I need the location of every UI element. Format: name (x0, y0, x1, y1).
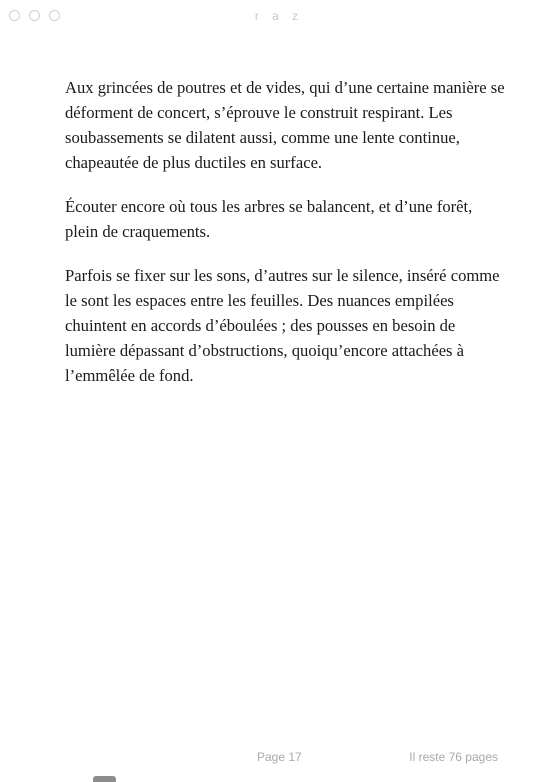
window-title: r a z (254, 9, 304, 23)
paragraph-3: Parfois se fixer sur les sons, d’autres sur le silence, inséré comme le sont les espaces entre les feuilles. Des nuances empilées chuintent en accords d’éboulées ; des pousses en besoin de lumière dépassant d’obstructions, quoiqu’encore attachées à l’emmêlée de fond. (65, 266, 500, 385)
window-titlebar (0, 0, 558, 34)
paragraph-1: Aux grincées de poutres et de vides, qui d’une certaine manière se déforment de concert, s’éprouve le construit respirant. Les soubassements se dilatent aussi, comme une lente continue, chapeautée de plus ductiles en surface. (65, 78, 505, 172)
reading-content (65, 75, 505, 407)
paragraph-2: Écouter encore où tous les arbres se balancent, et d’une forêt, plein de craquements. (65, 197, 473, 241)
pages-remaining: Il reste 76 pages (409, 750, 498, 764)
reading-progress-handle[interactable] (93, 776, 116, 782)
reading-progress-track[interactable] (0, 776, 558, 782)
page-number: Page 17 (257, 750, 302, 764)
